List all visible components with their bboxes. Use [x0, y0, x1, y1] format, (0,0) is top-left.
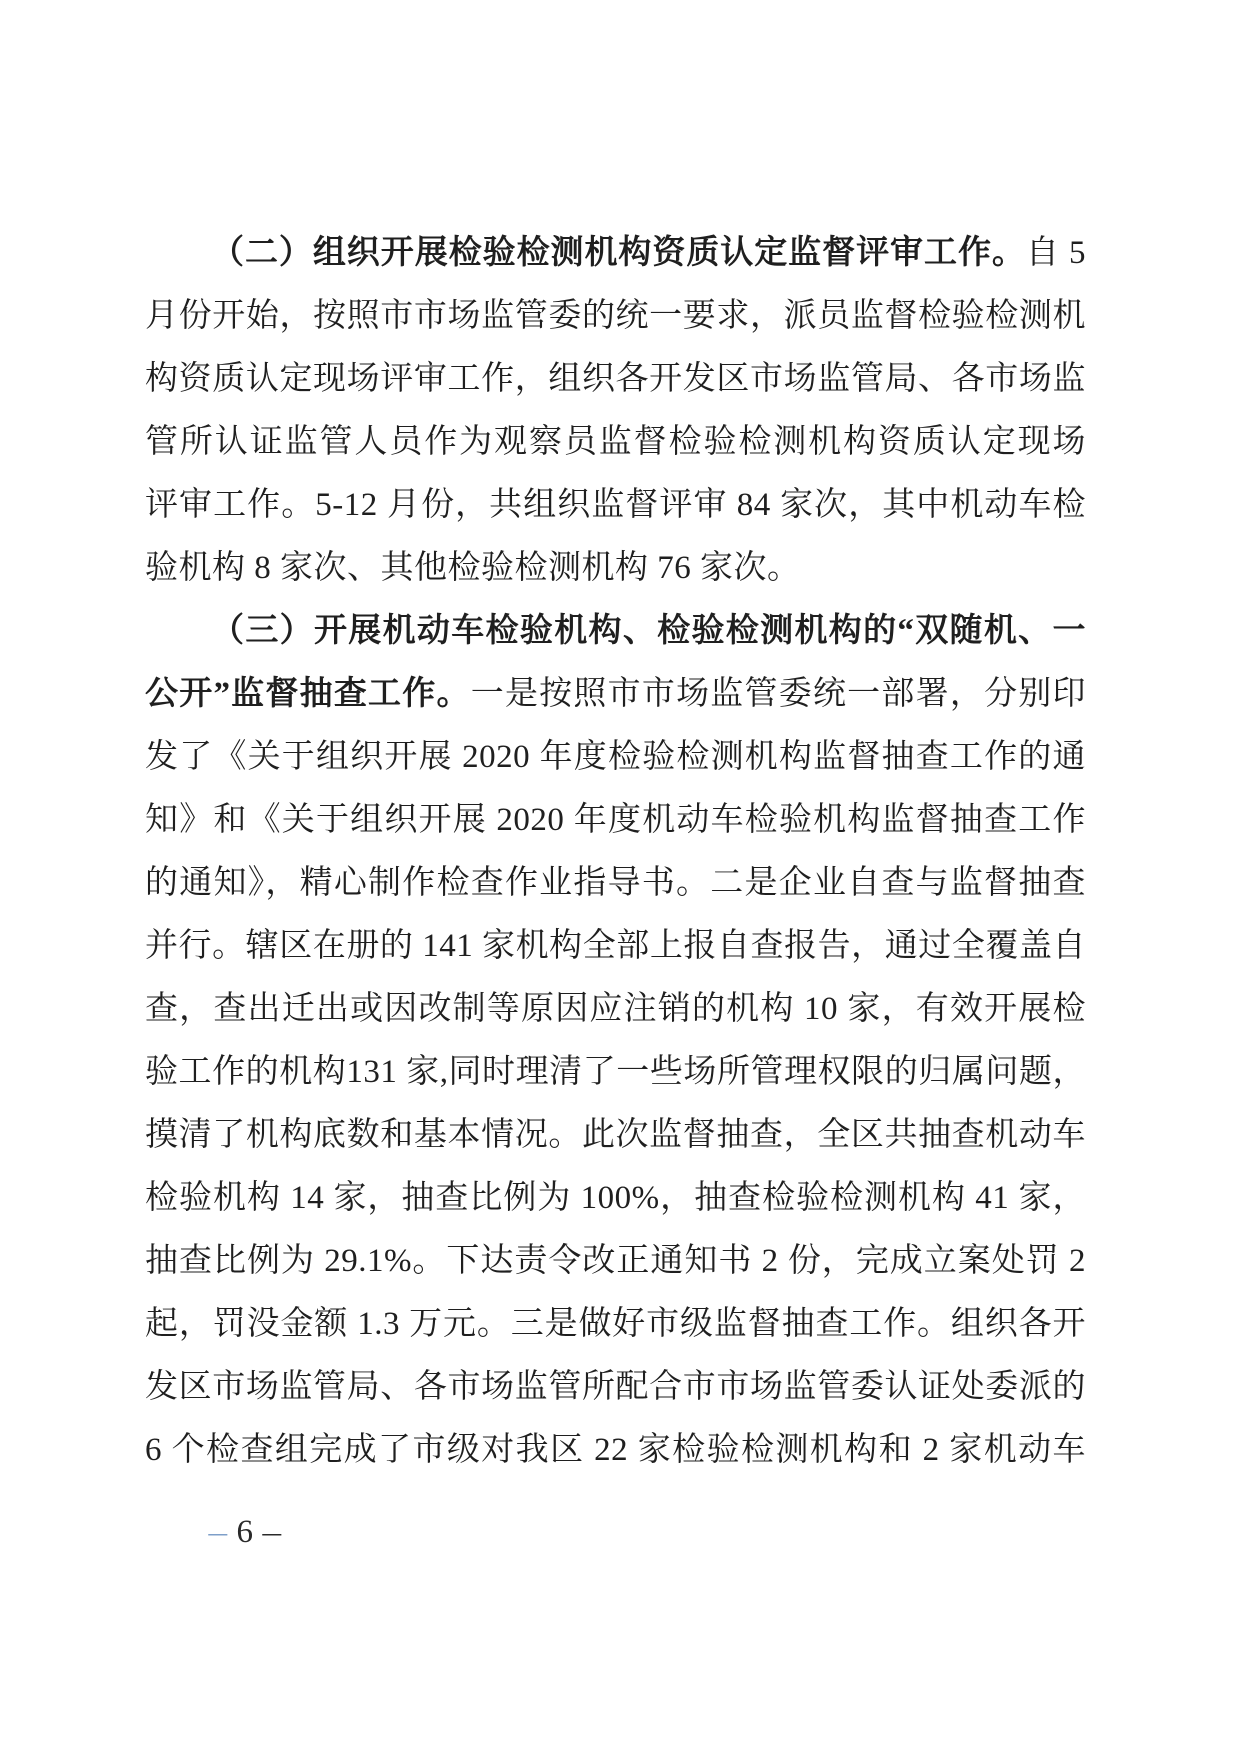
text-line [145, 1104, 1086, 1167]
text-line [145, 1041, 1086, 1104]
text-line [145, 1419, 1086, 1482]
page-number: 6 [236, 1514, 253, 1550]
footer-left-dash: – [208, 1514, 228, 1549]
text-line [145, 978, 1086, 1041]
text-line [145, 537, 1086, 600]
text-line [145, 474, 1086, 537]
text-line [145, 1356, 1086, 1419]
text-line [145, 663, 1086, 726]
page-footer [210, 1512, 280, 1552]
text-segment: 知》和《关于组织开展 2020 年度机动车检验机构监督抽查工作 [145, 802, 1086, 838]
text-segment: 月份开始，按照市市场监管委的统一要求，派员监督检验检测机 [145, 298, 1086, 334]
text-line [145, 348, 1086, 411]
text-line [145, 726, 1086, 789]
text-segment: 6 个检查组完成了市级对我区 22 家检验检测机构和 2 家机动车 [145, 1432, 1087, 1468]
text-line [145, 1167, 1086, 1230]
text-line [145, 222, 1086, 285]
text-segment: 发区市场监管局、各市场监管所配合市市场监管委认证处委派的 [145, 1369, 1086, 1405]
text-segment: 一是按照市市场监管委统一部署，分别印 [470, 676, 1087, 712]
text-segment: 检验机构 14 家，抽查比例为 100%，抽查检验检测机构 41 家， [145, 1180, 1086, 1216]
bold-text-segment: 公开”监督抽查工作。 [145, 676, 471, 712]
text-line [145, 285, 1086, 348]
footer-right-dash: – [262, 1514, 282, 1549]
text-segment: 的通知》，精心制作检查作业指导书。二是企业自查与监督抽查 [145, 865, 1086, 901]
text-line [145, 915, 1086, 978]
text-segment: 摸清了机构底数和基本情况。此次监督抽查，全区共抽查机动车 [145, 1117, 1086, 1153]
text-segment: 自 5 [1025, 235, 1087, 271]
text-line [145, 411, 1086, 474]
text-segment: 并行。辖区在册的 141 家机构全部上报自查报告，通过全覆盖自 [145, 928, 1086, 964]
text-line [145, 852, 1086, 915]
text-segment: 抽查比例为 29.1%。下达责令改正通知书 2 份，完成立案处罚 2 [145, 1243, 1086, 1279]
text-line [145, 600, 1086, 663]
text-line [145, 1293, 1086, 1356]
text-segment: 起，罚没金额 1.3 万元。三是做好市级监督抽查工作。组织各开 [145, 1306, 1086, 1342]
document-body [145, 222, 1086, 1482]
bold-text-segment: （三）开展机动车检验机构、检验检测机构的“双随机、一 [211, 613, 1086, 649]
text-segment: 管所认证监管人员作为观察员监督检验检测机构资质认定现场 [145, 424, 1086, 460]
text-segment: 查，查出迁出或因改制等原因应注销的机构 10 家，有效开展检 [145, 991, 1086, 1027]
text-line [145, 789, 1086, 852]
text-segment: 验工作的机构131 家,同时理清了一些场所管理权限的归属问题， [145, 1054, 1086, 1090]
text-segment: 发了《关于组织开展 2020 年度检验检测机构监督抽查工作的通 [145, 739, 1086, 775]
bold-text-segment: （二）组织开展检验检测机构资质认定监督评审工作。 [211, 235, 1026, 271]
text-segment: 评审工作。5-12 月份，共组织监督评审 84 家次，其中机动车检 [145, 487, 1086, 523]
text-segment: 验机构 8 家次、其他检验检测机构 76 家次。 [145, 550, 801, 586]
text-segment: 构资质认定现场评审工作，组织各开发区市场监管局、各市场监 [145, 361, 1086, 397]
text-line [145, 1230, 1086, 1293]
